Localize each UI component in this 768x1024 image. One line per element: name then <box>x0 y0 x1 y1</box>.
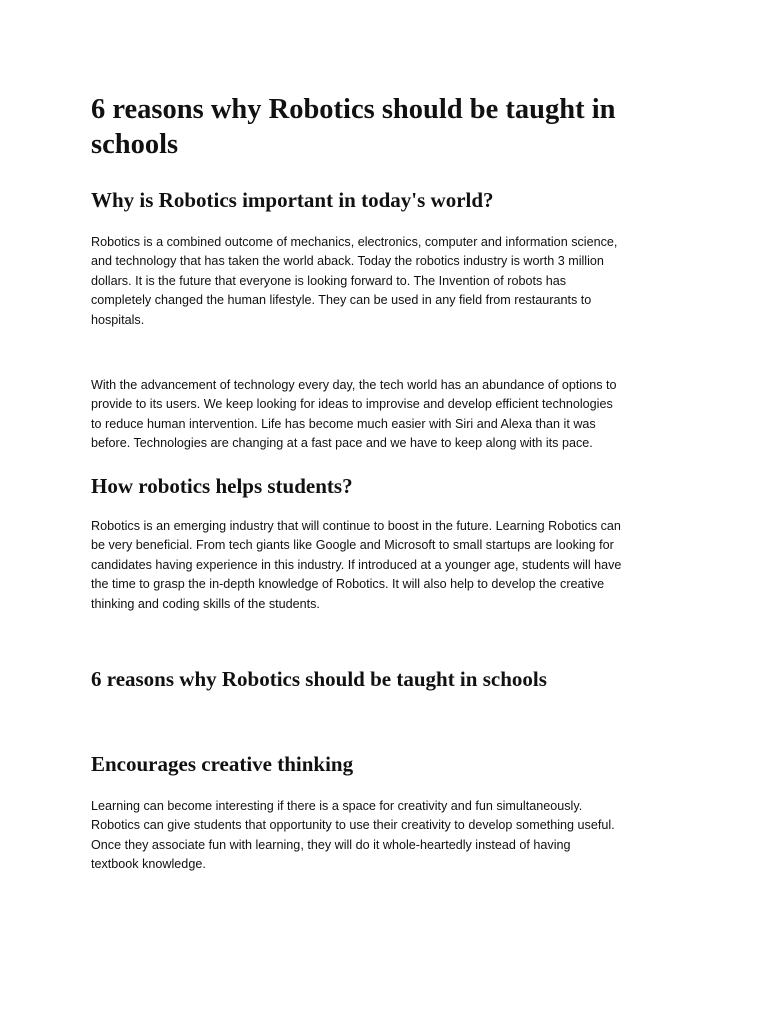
paragraph-line: completely changed the human lifestyle. They can be used in any field from restaurants to <box>91 293 592 308</box>
paragraph-line: Robotics can give students that opportunity to use their creativity to develop something useful. <box>91 818 615 833</box>
paragraph-line: candidates having experience in this industry. If introduced at a younger age, students will have <box>91 557 622 572</box>
paragraph-line: textbook knowledge. <box>91 857 206 872</box>
paragraph-line: Once they associate fun with learning, they will do it whole-heartedly instead of having <box>91 837 571 852</box>
section-heading-students: How robotics helps students? <box>91 474 353 498</box>
paragraph-line: the time to grasp the in-depth knowledge of Robotics. It will also help to develop the creative <box>91 577 605 592</box>
section-heading-six-reasons: 6 reasons why Robotics should be taught in schools <box>91 667 547 691</box>
paragraph-line: be very beneficial. From tech giants like Google and Microsoft to small startups are looking for <box>91 538 614 553</box>
document-title: 6 reasons why Robotics should be taught in schools <box>91 94 616 160</box>
section-heading-importance: Why is Robotics important in today's world? <box>91 188 494 212</box>
paragraph-line: before. Technologies are changing at a fast pace and we have to keep along with its pace. <box>91 436 593 451</box>
paragraph-robotics-students <box>91 517 691 614</box>
paragraph-line: Learning can become interesting if there is a space for creativity and fun simultaneously. <box>91 799 583 813</box>
paragraph-line: and technology that has taken the world aback. Today the robotics industry is worth 3 million <box>91 254 604 269</box>
paragraph-line: dollars. It is the future that everyone is looking forward to. The Invention of robots has <box>91 273 567 288</box>
paragraph-line: thinking and coding skills of the students. <box>91 596 320 611</box>
paragraph-line: to reduce human intervention. Life has become much easier with Siri and Alexa than it was <box>91 416 596 431</box>
section-heading-creative-thinking: Encourages creative thinking <box>91 752 354 776</box>
paragraph-technology-advancement <box>91 376 691 454</box>
paragraph-line: provide to its users. We keep looking for ideas to improvise and develop efficient technologies <box>91 397 613 412</box>
paragraph-robotics-overview <box>91 233 691 330</box>
paragraph-creative-thinking <box>91 797 691 875</box>
paragraph-line: hospitals. <box>91 312 145 327</box>
paragraph-line: Robotics is a combined outcome of mechanics, electronics, computer and information science, <box>91 235 618 249</box>
paragraph-line: Robotics is an emerging industry that will continue to boost in the future. Learning Robotics can <box>91 519 621 533</box>
paragraph-line: With the advancement of technology every day, the tech world has an abundance of options to <box>91 378 617 392</box>
